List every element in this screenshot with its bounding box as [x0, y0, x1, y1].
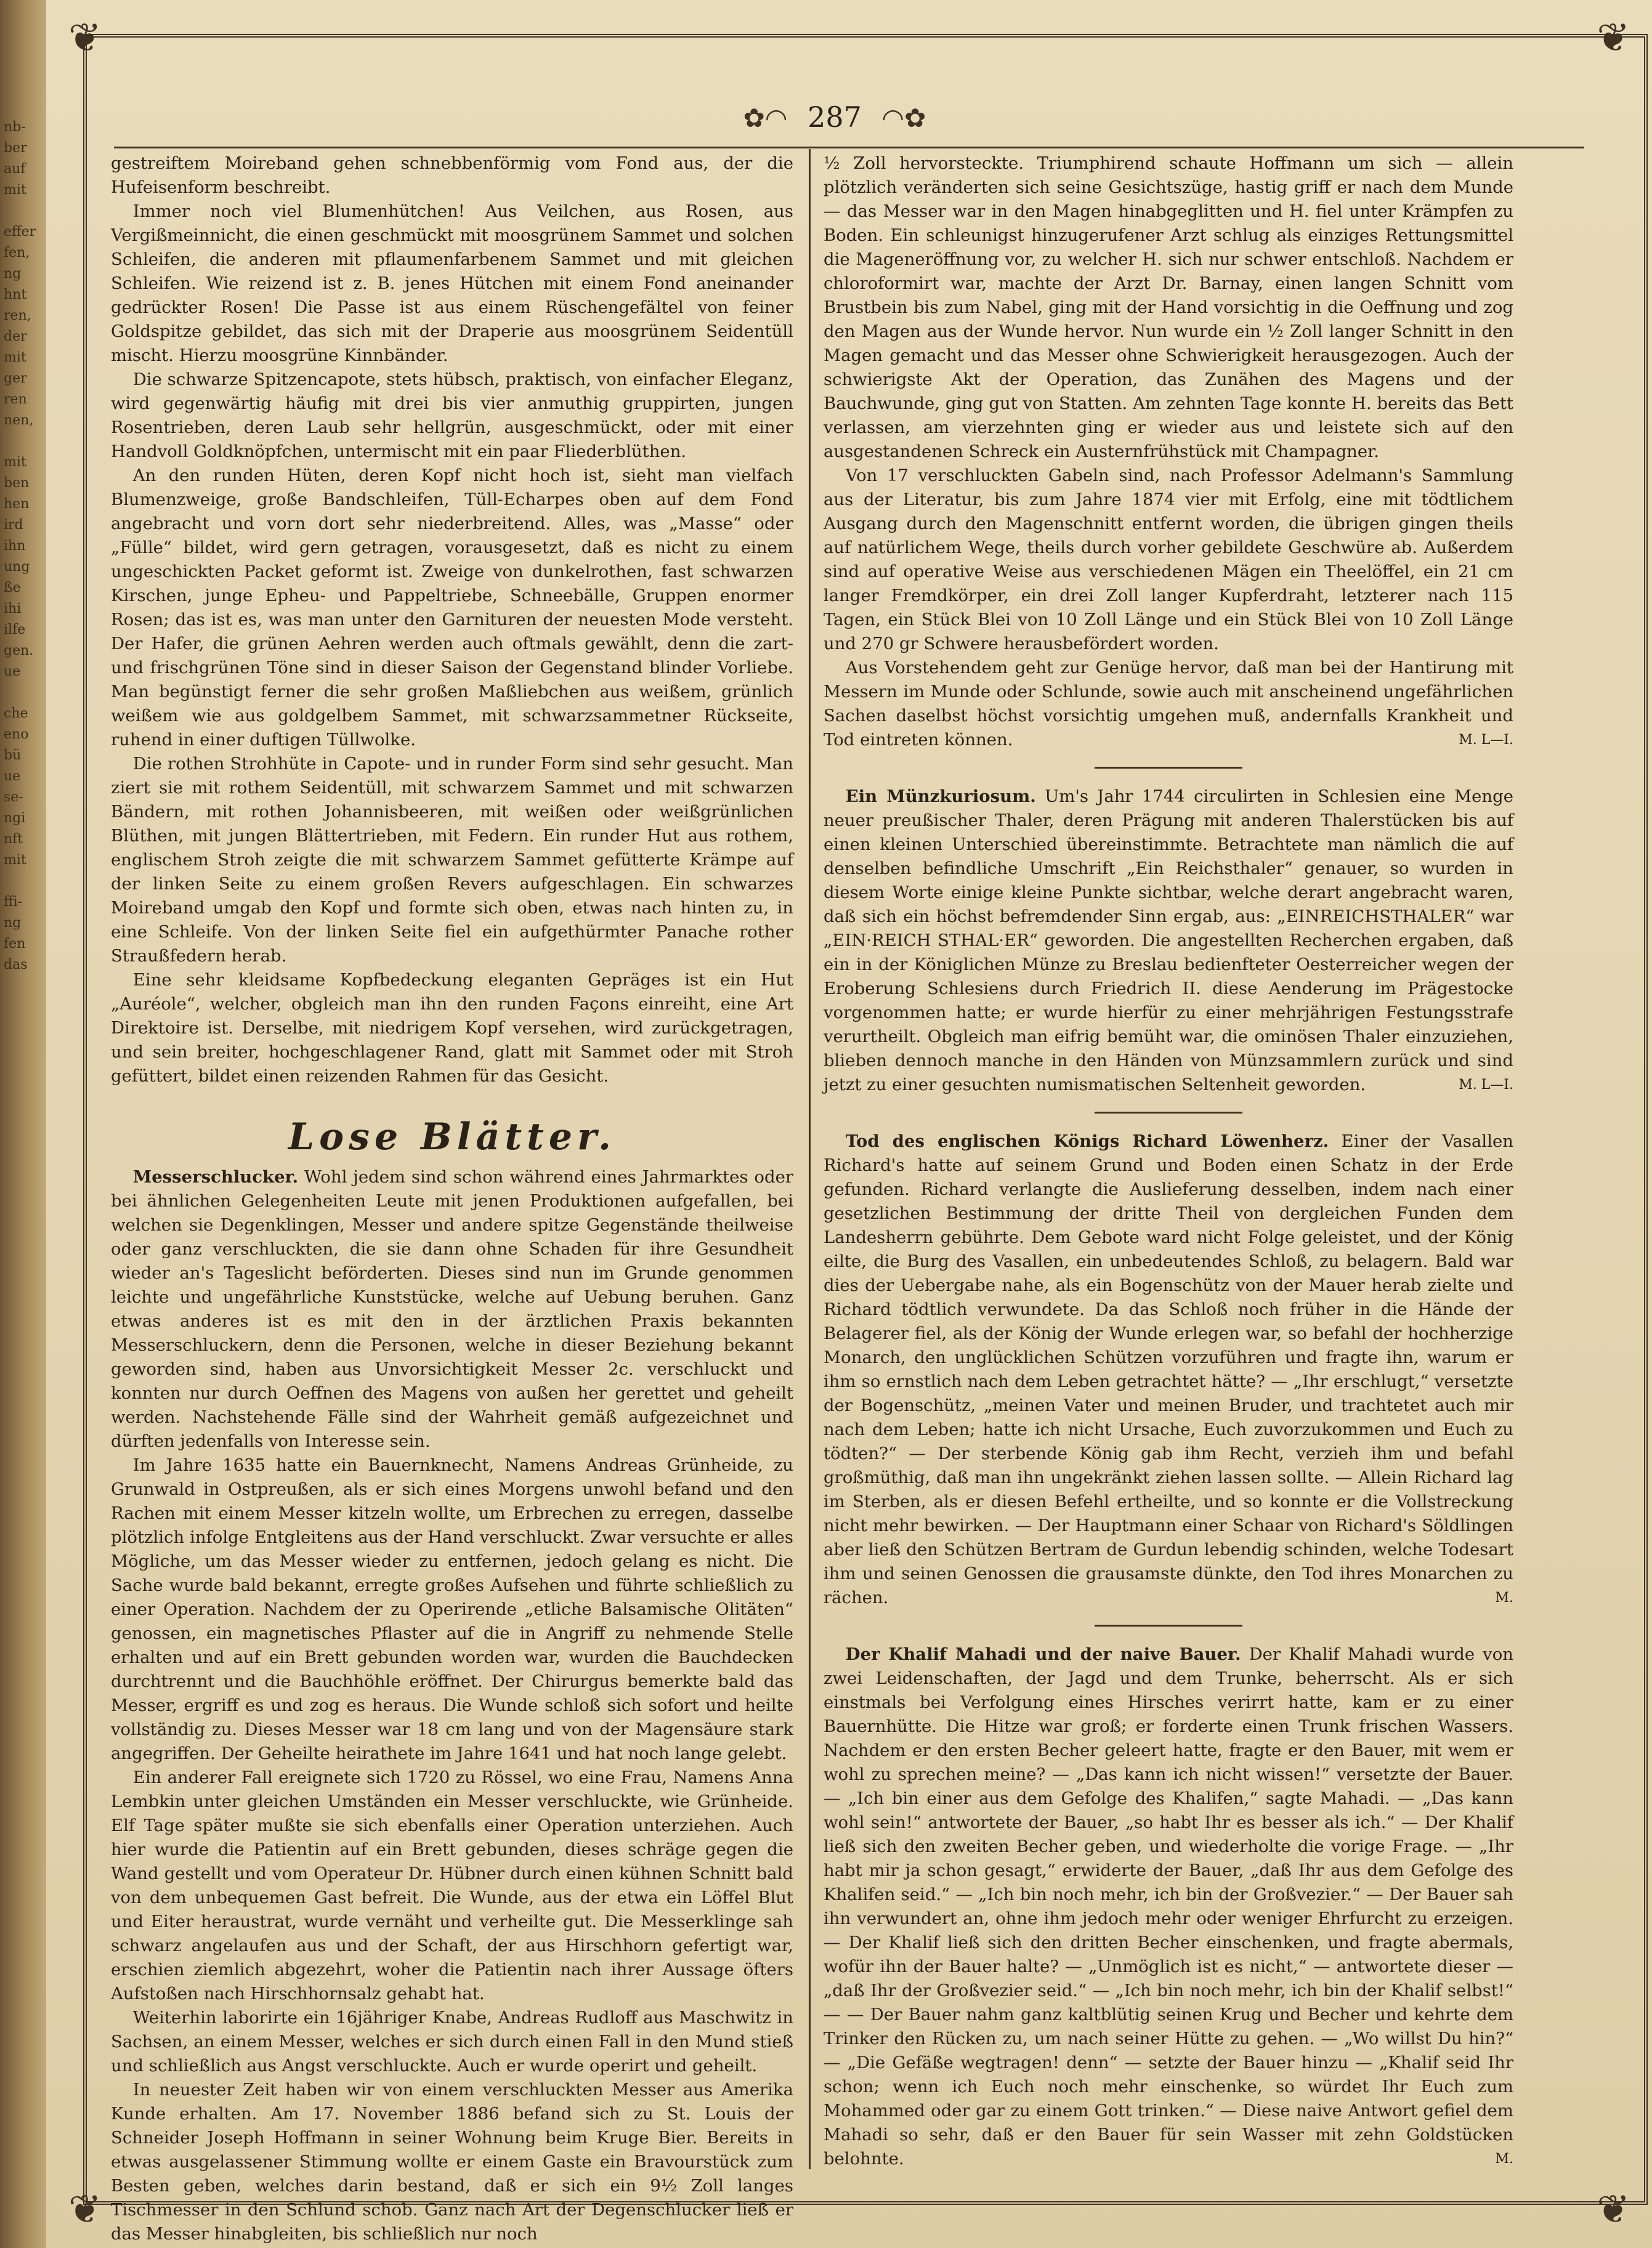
coin-article	[824, 785, 1513, 1097]
article-heading: Der Khalif Mahadi und der naive Bauer.	[845, 1644, 1241, 1664]
book-spine-strip	[0, 0, 46, 2248]
spine-fragment	[4, 871, 41, 892]
author-signature: M. L—I.	[1459, 1077, 1513, 1093]
spine-fragment: eno	[4, 727, 29, 742]
article-paragraph: Aus Vorstehendem geht zur Genüge hervor, daß man bei der Hantirung mit Messern im Munde oder Schlunde, sowie auch mit anscheinend ungefährlichen Sachen daselbst höchst vorsichtig umgehen muß, andernfalls Krankheit und Tod eintreten können.	[824, 658, 1513, 750]
spine-fragment: che	[4, 706, 28, 721]
richard-article	[824, 1130, 1513, 1610]
spine-fragment: ben	[4, 475, 30, 491]
author-signature: M.	[1495, 1590, 1513, 1606]
corner-ornament-icon: ❦	[68, 2187, 102, 2233]
spine-fragment: mit	[4, 350, 26, 365]
spine-fragment: ihi	[4, 601, 22, 617]
author-signature: M. L—I.	[1459, 732, 1513, 748]
fashion-article	[111, 152, 793, 1088]
column-divider	[809, 149, 811, 2169]
article-paragraph: Der Khalif Mahadi wurde von zwei Leidenschaften, der Jagd und dem Trunke, beherrscht. Als er sich einstmals bei Verfolgung eines Hirsches verirrt hatte, kam er zu einer Bauernhütte. Die Hitze war groß; er forderte einen Trunk frischen Wassers. Nachdem er den ersten Becher geleert hatte, fragte er den Bauer, mit wem er wohl zu sprechen meine? — „Das kann ich nicht wissen!“ versetzte der Bauer. — „Ich bin einer aus dem Gefolge des Khalifen,“ sagte Mahadi. — „Das kann wohl sein!“ antwortete der Bauer, „so habt Ihr es besser als ich.“ — Der Khalif ließ sich den zweiten Becher geben, und wiederholte die vorige Frage. — „Ihr habt mir ja schon gesagt,“ erwiderte der Bauer, „daß Ihr aus dem Gefolge des Khalifen seid.“ — „Ich bin noch mehr, ich bin der Großvezier.“ — Der Bauer sah ihn verwundert an, ohne ihm jedoch mehr oder weniger Ehrfurcht zu erzeigen. — Der Khalif ließ sich den dritten Becher einschenken, und fragte abermals, wofür ihn der Bauer halte? — „Unmöglich ist es nicht,“ — antwortete dieser — „daß Ihr der Großvezier seid.“ — „Ich bin noch mehr, ich bin der Khalif selbst!“ — — Der Bauer nahm ganz kaltblütig seinen Krug und Becher und kehrte dem Trinker den Rücken zu, um nach seiner Hütte zu gehen. — „Wo willst Du hin?“ — „Die Gefäße wegtragen! denn“ — setzte der Bauer hinzu — „Khalif seid Ihr schon; wenn ich Euch noch mehr einschenke, so würdet Ihr Euch zum Mohammed oder gar zu einem Gott trinken.“ — Diese naive Antwort gefiel dem Mahadi so sehr, daß er den Bauer für sein Wasser mit zehn Goldstücken belohnte.	[824, 1644, 1513, 2169]
article-paragraph: Weiterhin laborirte ein 16jähriger Knabe, Andreas Rudloff aus Maschwitz in Sachsen, an einem Messer, welches er sich durch einen Fall in den Mund stieß und schließlich aus Angst verschluckte. Auch er wurde operirt und geheilt.	[111, 2008, 793, 2076]
spine-fragment: ngi	[4, 811, 26, 826]
article-paragraph: Immer noch viel Blumenhütchen! Aus Veilchen, aus Rosen, aus Vergißmeinnicht, die einen geschmückt mit moosgrünem Sammet und solchen Schleifen, die anderen mit pflaumenfarbenem Sammet und mit gleichen Schleifen. Wie reizend ist z. B. jenes Hütchen mit einem Fond aneinander gedrückter Rosen! Die Passe ist aus einem Rüschengefältel von feiner Goldspitze gebildet, das sich mit der Draperie aus moosgrünem Seidentüll mischt. Hierzu moosgrüne Kinnbänder.	[111, 201, 793, 365]
spine-fragment: hnt	[4, 287, 27, 302]
spine-fragment: ffi-	[4, 894, 23, 910]
spine-fragment: ung	[4, 559, 30, 575]
article-divider	[1095, 1625, 1242, 1627]
article-paragraph: Einer der Vasallen Richard's hatte auf seinem Grund und Boden einen Schatz in der Erde gefunden. Richard verlangte die Auslieferung desselben, indem nach einer gesetzlichen Bestimmung der dritte Theil von dergleichen Funden dem Landesherrn gebührte. Dem Gebote ward nicht Folge geleistet, und der König eilte, die Burg des Vasallen, ein unbedeutendes Schloß, zu belagern. Bald war dies der Uebergabe nahe, als ein Bogenschütz von der Mauer herab zielte und Richard tödtlich verwundete. Da das Schloß noch früher in die Hände der Belagerer fiel, als der König der Wunde erlegen war, so befahl der hochherzige Monarch, den unglücklichen Schützen vorzuführen und fragte ihn, warum er ihm so ernstlich nach dem Leben getrachtet hätte? — „Ihr erschlugt,“ versetzte der Bogenschütz, „meinen Vater und meinen Bruder, und trachtetet auch mir nach dem Leben; hatte ich nicht Ursache, Euch zuvorzukommen und Euch zu tödten?“ — Der sterbende König gab ihm Recht, verzieh ihm und befahl großmüthig, daß man ihn ungekränkt ziehen lassen sollte. — Allein Richard lag im Sterben, als er diesen Befehl ertheilte, und so konnte er die Vollstreckung nicht mehr bewirken. — Der Hauptmann einer Schaar von Richard's Söldlingen aber ließ den Schützen Bertram de Gurdun lebendig schinden, welche Todesart ihm und seinen Genossen die grausamste dünkte, den Tod ihres Monarchen zu rächen.	[824, 1131, 1513, 1607]
article-paragraph: Ein anderer Fall ereignete sich 1720 zu Rössel, wo eine Frau, Namens Anna Lembkin unter gleichen Umständen ein Messer verschluckte, wie Grünheide. Elf Tage später mußte sie sich ebenfalls einer Operation unterziehen. Auch hier wurde die Patientin auf ein Brett gebunden, dieses schräge gegen die Wand gestellt und vom Operateur Dr. Hübner durch einen kühnen Schnitt bald von dem unbequemen Gast befreit. Die Wunde, aus der etwa ein Löffel Blut und Eiter heraustrat, wurde vernäht und verheilte gut. Die Messerklinge sah schwarz angelaufen aus und der Schaft, der aus Hirschhorn gefertigt war, erschien ziemlich abgezehrt, woher die Patientin nach ihrer Aussage öfters Aufstoßen nach Hirschhornsalz gehabt hat.	[111, 1768, 793, 2003]
left-column	[111, 152, 793, 2246]
spine-fragment: das	[4, 957, 28, 972]
article-paragraph: Im Jahre 1635 hatte ein Bauernknecht, Namens Andreas Grünheide, zu Grunwald in Ostpreußen, als er sich eines Morgens unwohl befand und den Rachen mit einem Messer kitzeln wollte, um Erbrechen zu erregen, dasselbe plötzlich infolge Entgleitens aus der Hand verschluckt. Zwar versuchte er alles Mögliche, um das Messer wieder zu entfernen, jedoch gelang es nicht. Die Sache wurde bald bekannt, erregte großes Aufsehen und führte schließlich zu einer Operation. Nachdem der zu Operirende „etliche Balsamische Olitäten“ genossen, ein magnetisches Pflaster auf die in Angriff zu nehmende Stelle erhalten und auf ein Brett gebunden worden war, wurden die Bauchdecken durchtrennt und die Bauchhöhle eröffnet. Der Chirurgus bemerkte bald das Messer, ergriff es und zog es heraus. Die Wunde schloß sich sofort und heilte vollständig zu. Dieses Messer war 18 cm lang und von der Magensäure stark angegriffen. Der Geheilte heirathete im Jahre 1641 und hat noch lange gelebt.	[111, 1455, 793, 1763]
article-paragraph: An den runden Hüten, deren Kopf nicht hoch ist, sieht man vielfach Blumenzweige, große Bandschleifen, Tüll-Echarpes oben auf dem Fond angebracht und vorn dort sehr niederbreitend. Alles, was „Masse“ oder „Fülle“ bildet, wird gern getragen, vorausgesetzt, daß es nicht zu einem ungeschickten Packet geformt ist. Zweige von dunkelrothen, fast schwarzen Kirschen, junge Epheu- und Pappeltriebe, Schneebälle, Gruppen enormer Rosen; das ist es, was man unter den Garnituren der neuesten Mode versteht. Der Hafer, die grünen Aehren werden auch oftmals gewählt, denn die zart- und frischgrünen Töne sind in dieser Saison der Gegenstand blinder Vorliebe. Man begünstigt ferner die sehr großen Maßliebchen aus weißem, grünlich weißem wie aus goldgelbem Sammet, mit schwarzsammetner Rückseite, ruhend in einer duftigen Tüllwolke.	[111, 466, 793, 750]
article-paragraph: Die rothen Strohhüte in Capote- und in runder Form sind sehr gesucht. Man ziert sie mit rothem Seidentüll, mit schwarzem Sammet und mit schwarzen Bändern, mit rothen Johannisbeeren, mit weißen oder weißgrünlichen Blüthen, mit jungen Blättertrieben, mit Federn. Ein runder Hut aus rothem, englischem Stroh zeigte die mit schwarzem Sammet gefütterte Krämpe auf der linken Seite zu einem großen Revers aufgeschlagen. Ein schwarzes Moireband umgab den Kopf und formte sich oben, etwas nach hinten zu, in eine Schleife. Von der linken Seite fiel ein aufgethürmter Panache rother Straußfedern herab.	[111, 754, 793, 966]
spine-fragment: ße	[4, 580, 21, 596]
spine-fragment: ue	[4, 664, 21, 679]
article-heading: Ein Münzkuriosum.	[845, 786, 1036, 806]
spine-fragment: ren,	[4, 308, 31, 323]
spine-fragment: hen	[4, 496, 30, 512]
page-header	[668, 92, 1001, 142]
newspaper-page	[46, 0, 1652, 2248]
corner-ornament-icon: ❦	[1597, 15, 1630, 61]
article-paragraph: Die schwarze Spitzencapote, stets hübsch, praktisch, von einfacher Eleganz, wird gegenwärtig häufig mit drei bis vier anmuthig gruppirten, jungen Rosentrieben, deren Laub sehr hellgrün, ausgeschmückt, oder mit einer Handvoll Goldknöpfchen, untermischt mit ein paar Fliederblüthen.	[111, 370, 793, 461]
article-divider	[1095, 1112, 1242, 1114]
spine-fragment: auf	[4, 161, 26, 177]
spine-fragment: ren	[4, 392, 27, 407]
spine-fragment: mit	[4, 182, 26, 198]
section-title: Lose Blätter.	[288, 1115, 617, 1158]
corner-ornament-icon: ❦	[68, 15, 102, 61]
article-paragraph: Wohl jedem sind schon während eines Jahrmarktes oder bei ähnlichen Gelegenheiten Leute mit jenen Produktionen aufgefallen, bei welchen sie Degenklingen, Messer und andere spitze Gegenstände theilweise oder ganz verschluckten, die sie dann ohne Schaden für ihre Gesundheit wieder an's Tageslicht beförderten. Dieses sind nun im Grunde genommen leichte und ungefährliche Kunststücke, welche auf Uebung beruhen. Ganz etwas anderes ist es mit den in der ärztlichen Praxis bekannten Messerschluckern, denn die Personen, welche in dieser Beziehung bekannt geworden sind, haben aus Unvorsichtigkeit Messer 2c. verschluckt und konnten nur durch Oeffnen des Magens von außen her gerettet und geheilt werden. Nachstehende Fälle sind der Wahrheit gemäß aufgezeichnet und dürften jedenfalls von Interesse sein.	[111, 1167, 793, 1451]
article-paragraph: gestreiftem Moireband gehen schnebbenförmig vom Fond aus, der die Hufeisenform beschreibt.	[111, 153, 793, 197]
article-paragraph: Von 17 verschluckten Gabeln sind, nach Professor Adelmann's Sammlung aus der Literatur, bis zum Jahre 1874 vier mit Erfolg, eine mit tödtlichem Ausgang durch den Magenschnitt entfernt worden, die übrigen gingen theils auf natürlichem Wege, theils durch vorher gebildete Geschwüre ab. Außerdem sind auf operative Weise aus verschiedenen Mägen ein Theelöffel, ein 21 cm langer Fremdkörper, ein drei Zoll langer Kupferdraht, letzterer nach 115 Tagen, ein Stück Blei von 10 Zoll Länge und ein Stück Blei von 10 Zoll Länge und 270 gr Schwere herausbefördert worden.	[824, 466, 1513, 653]
article-heading: Messerschlucker.	[132, 1167, 299, 1187]
spine-fragment: gen.	[4, 643, 34, 658]
spine-fragment: mit	[4, 852, 26, 868]
spine-fragment: ird	[4, 517, 23, 533]
khalif-article	[824, 1643, 1513, 2171]
spine-fragment: ger	[4, 371, 27, 386]
author-signature: M.	[1495, 2151, 1513, 2167]
header-rule	[114, 147, 1584, 148]
spine-fragment: mit	[4, 455, 26, 470]
spine-fragment: der	[4, 329, 27, 344]
spine-fragment: ng	[4, 266, 22, 281]
spine-fragment: fen,	[4, 245, 30, 261]
spine-fragment: bü	[4, 748, 22, 763]
corner-ornament-icon: ❦	[1597, 2187, 1630, 2233]
spine-fragment: nen,	[4, 413, 34, 428]
spine-fragment: ihn	[4, 538, 26, 554]
article-paragraph: Um's Jahr 1744 circulirten in Schlesien eine Menge neuer preußischer Thaler, deren Prägung mit anderen Thalerstücken bis auf einen kleinen Unterschied übereinstimmte. Betrachtete man nämlich die auf denselben befindliche Umschrift „Ein Reichsthaler“ genauer, so wurden in diesem Worte einige kleine Punkte sichtbar, welche derart angebracht waren, daß sich ein höchst befremdender Sinn ergab, aus: „EINREICHSTHALER“ war „EIN·REICH STHAL·ER“ geworden. Die angestellten Recherchen ergaben, daß ein in der Königlichen Münze zu Breslau bedienfteter Oesterreicher wegen der Eroberung Schlesiens durch Friedrich II. diese Aenderung im Prägestocke vorgenommen hatte; er wurde hierfür zu einer mehrjährigen Festungsstrafe verurtheilt. Obgleich man eifrig bemüht war, die ominösen Thaler einzuziehen, blieben dennoch manche in den Händen von Münzsammlern zurück und sind jetzt zu einer gesuchten numismatischen Seltenheit geworden.	[824, 786, 1514, 1094]
spine-fragment	[4, 431, 41, 452]
header-ornament-right-icon: ◠✿	[881, 103, 926, 133]
right-column	[824, 152, 1513, 2171]
spine-fragment: nb-	[4, 119, 26, 135]
spine-fragment: ue	[4, 769, 21, 784]
spine-fragment: ng	[4, 915, 22, 931]
article-paragraph: ½ Zoll hervorsteckte. Triumphirend schaute Hoffmann um sich — allein plötzlich veränderten sich seine Gesichtszüge, hastig griff er nach dem Munde — das Messer war in den Magen hinabgeglitten und H. fiel unter Krämpfen zu Boden. Ein schleunigst hinzugerufener Arzt schlug als einziges Rettungsmittel die Mageneröffnung vor, zu welcher H. sich nur schwer entschloß. Nachdem er chloroformirt war, machte der Arzt Dr. Barnay, einen langen Schnitt vom Brustbein bis zum Nabel, ging mit der Hand vorsichtig in die Oeffnung und zog den Magen aus der Wunde hervor. Nun wurde ein ½ Zoll langer Schnitt in den Magen gemacht und das Messer ohne Schwierigkeit herausgezogen. Auch der schwierigste Akt der Operation, das Zunähen des Magens und der Bauchwunde, ging gut von Statten. Am zehnten Tage konnte H. bereits das Bett verlassen, am vierzehnten ging er wieder aus und leistete sich auf den ausgestandenen Schreck ein Austernfrühstück mit Champagner.	[824, 153, 1513, 461]
spine-fragment: se-	[4, 790, 23, 805]
knife-swallower-article	[111, 1165, 793, 2246]
article-paragraph: In neuester Zeit haben wir von einem verschluckten Messer aus Amerika Kunde erhalten. Am 17. November 1886 befand sich zu St. Louis der Schneider Joseph Hoffmann in seiner Wohnung beim Kruge Bier. Bereits in etwas ausgelassener Stimmung wollte er einem Gaste ein Bravourstück zum Besten geben, welches darin bestand, daß er sich ein 9½ Zoll langes Tischmesser in den Schlund schob. Ganz nach Art der Degenschlucker ließ er das Messer hinabgleiten, bis schließlich nur noch	[111, 2080, 793, 2244]
spine-fragment	[4, 682, 41, 703]
spine-fragment: nft	[4, 831, 23, 847]
spine-fragment: effer	[4, 224, 36, 240]
spine-fragment	[4, 201, 41, 222]
article-divider	[1095, 767, 1242, 769]
neighbor-page-fragments	[4, 117, 41, 976]
article-paragraph: Eine sehr kleidsame Kopfbedeckung eleganten Gepräges ist ein Hut „Auréole“, welcher, obgleich man ihn den runden Façons einreiht, eine Art Direktoire ist. Derselbe, mit niedrigem Kopf versehen, wird zurückgetragen, und sein breiter, hochgeschlagener Rand, glatt mit Sammet oder mit Stroh gefüttert, bildet einen reizenden Rahmen für das Gesicht.	[111, 970, 793, 1086]
spine-fragment: ilfe	[4, 622, 26, 637]
header-ornament-left-icon: ✿◠	[743, 103, 788, 133]
spine-fragment: ber	[4, 140, 27, 156]
page-number: 287	[808, 100, 862, 134]
article-heading: Tod des englischen Königs Richard Löwenherz.	[845, 1131, 1329, 1151]
spine-fragment: fen	[4, 936, 26, 952]
knife-swallower-continuation	[824, 152, 1513, 752]
